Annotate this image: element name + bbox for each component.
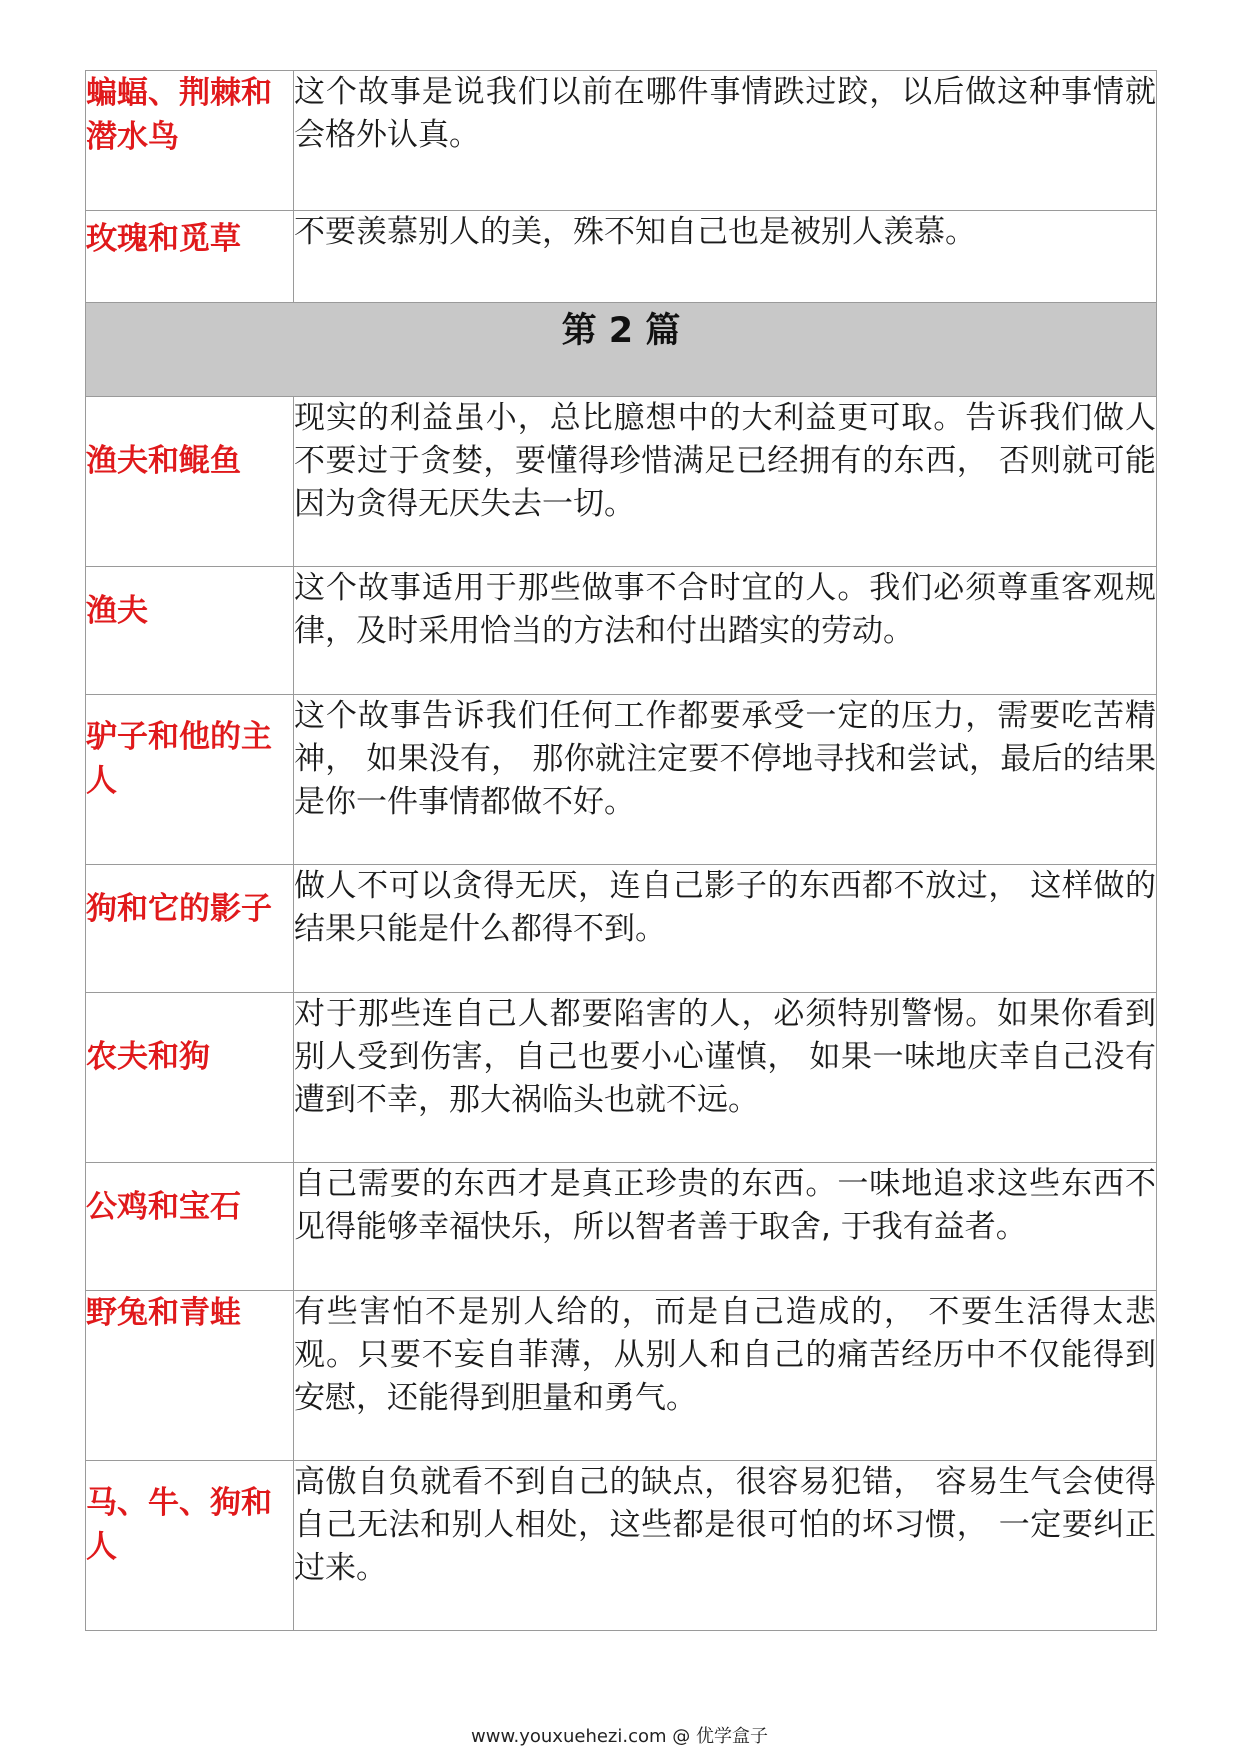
fable-title: 马、牛、狗和人 bbox=[86, 1461, 294, 1631]
fable-title: 渔夫 bbox=[86, 567, 294, 695]
fable-moral: 现实的利益虽小，总比臆想中的大利益更可取。告诉我们做人不要过于贪婪，要懂得珍惜满足已经拥有的东西， 否则就可能因为贪得无厌失去一切。 bbox=[294, 397, 1157, 567]
fable-title: 野兔和青蛙 bbox=[86, 1291, 294, 1461]
table-row bbox=[86, 397, 1157, 567]
fable-moral: 这个故事是说我们以前在哪件事情跌过跤，以后做这种事情就会格外认真。 bbox=[294, 71, 1157, 211]
table-row bbox=[86, 865, 1157, 993]
fable-table bbox=[85, 70, 1157, 1631]
table-row bbox=[86, 567, 1157, 695]
fable-moral: 对于那些连自己人都要陷害的人，必须特别警惕。如果你看到别人受到伤害，自己也要小心谨慎， 如果一味地庆幸自己没有遭到不幸，那大祸临头也就不远。 bbox=[294, 993, 1157, 1163]
table-row bbox=[86, 1461, 1157, 1631]
fable-moral: 这个故事适用于那些做事不合时宜的人。我们必须尊重客观规律，及时采用恰当的方法和付出踏实的劳动。 bbox=[294, 567, 1157, 695]
fable-moral: 不要羡慕别人的美，殊不知自己也是被别人羡慕。 bbox=[294, 211, 1157, 303]
fable-title: 驴子和他的主人 bbox=[86, 695, 294, 865]
table-row bbox=[86, 695, 1157, 865]
fable-title: 农夫和狗 bbox=[86, 993, 294, 1163]
fable-title: 渔夫和鲲鱼 bbox=[86, 397, 294, 567]
table-row bbox=[86, 1163, 1157, 1291]
fable-moral: 做人不可以贪得无厌，连自己影子的东西都不放过， 这样做的结果只能是什么都得不到。 bbox=[294, 865, 1157, 993]
fable-moral: 高傲自负就看不到自己的缺点，很容易犯错， 容易生气会使得自己无法和别人相处，这些都是很可怕的坏习惯， 一定要纠正过来。 bbox=[294, 1461, 1157, 1631]
fable-title: 蝙蝠、荆棘和潜水鸟 bbox=[86, 71, 294, 211]
document-page bbox=[85, 70, 1156, 1631]
section-heading: 第 2 篇 bbox=[86, 303, 1157, 397]
fable-title: 玫瑰和觅草 bbox=[86, 211, 294, 303]
fable-moral: 有些害怕不是别人给的，而是自己造成的， 不要生活得太悲观。只要不妄自菲薄，从别人和自己的痛苦经历中不仅能得到安慰，还能得到胆量和勇气。 bbox=[294, 1291, 1157, 1461]
table-row bbox=[86, 993, 1157, 1163]
table-row bbox=[86, 211, 1157, 303]
table-row bbox=[86, 1291, 1157, 1461]
fable-title: 公鸡和宝石 bbox=[86, 1163, 294, 1291]
table-row bbox=[86, 71, 1157, 211]
fable-moral: 自己需要的东西才是真正珍贵的东西。一味地追求这些东西不见得能够幸福快乐，所以智者善于取舍, 于我有益者。 bbox=[294, 1163, 1157, 1291]
section-header-row bbox=[86, 303, 1157, 397]
fable-moral: 这个故事告诉我们任何工作都要承受一定的压力，需要吃苦精神， 如果没有， 那你就注定要不停地寻找和尝试，最后的结果是你一件事情都做不好。 bbox=[294, 695, 1157, 865]
footer-watermark: www.youxuehezi.com @ 优学盒子 bbox=[471, 1726, 768, 1747]
fable-title: 狗和它的影子 bbox=[86, 865, 294, 993]
